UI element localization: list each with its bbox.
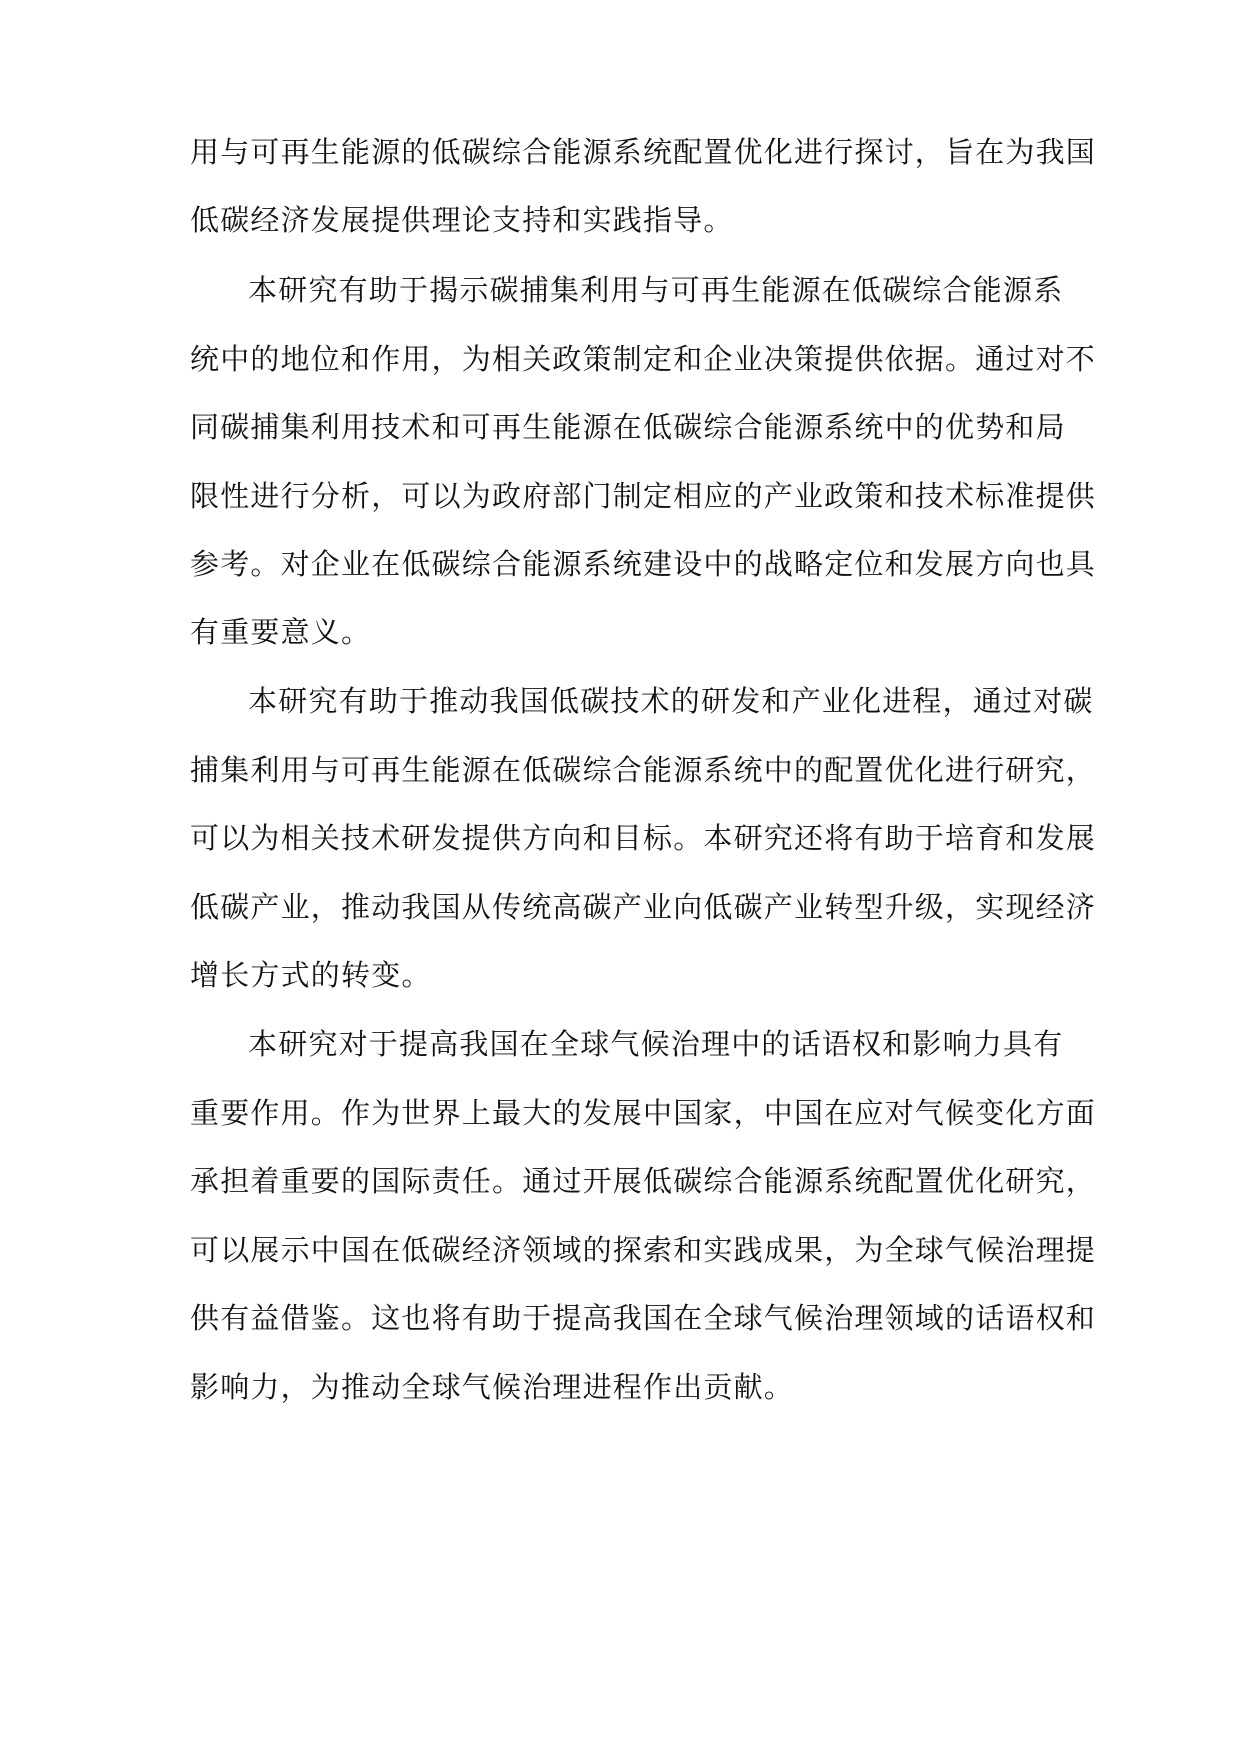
paragraph-4-line-2: 重要作用。作为世界上最大的发展中国家，中国在应对气候变化方面: [190, 1096, 1097, 1130]
paragraph-2-line-6: 有重要意义。: [190, 615, 372, 649]
paragraph-3-line-1: 本研究有助于推动我国低碳技术的研发和产业化进程，通过对碳: [248, 684, 1094, 718]
paragraph-1-line-2: 低碳经济发展提供理论支持和实践指导。: [190, 203, 734, 237]
paragraph-2-line-4: 限性进行分析，可以为政府部门制定相应的产业政策和技术标准提供: [190, 479, 1097, 513]
paragraph-2-line-5: 参考。对企业在低碳综合能源系统建设中的战略定位和发展方向也具: [190, 547, 1097, 581]
paragraph-2-line-3: 同碳捕集利用技术和可再生能源在低碳综合能源系统中的优势和局: [190, 410, 1066, 444]
paragraph-3-line-3: 可以为相关技术研发提供方向和目标。本研究还将有助于培育和发展: [190, 821, 1097, 855]
paragraph-4-line-6: 影响力，为推动全球气候治理进程作出贡献。: [190, 1370, 795, 1404]
paragraph-3-line-5: 增长方式的转变。: [190, 958, 432, 992]
paragraph-2-line-1: 本研究有助于揭示碳捕集利用与可再生能源在低碳综合能源系: [248, 273, 1064, 307]
paragraph-4-line-3: 承担着重要的国际责任。通过开展低碳综合能源系统配置优化研究，: [190, 1164, 1097, 1198]
paragraph-3-line-4: 低碳产业，推动我国从传统高碳产业向低碳产业转型升级，实现经济: [190, 890, 1097, 924]
paragraph-3-line-2: 捕集利用与可再生能源在低碳综合能源系统中的配置优化进行研究，: [190, 753, 1097, 787]
paragraph-1-line-1: 用与可再生能源的低碳综合能源系统配置优化进行探讨，旨在为我国: [190, 135, 1097, 169]
paragraph-2-line-2: 统中的地位和作用，为相关政策制定和企业决策提供依据。通过对不: [190, 342, 1097, 376]
paragraph-4-line-4: 可以展示中国在低碳经济领域的探索和实践成果，为全球气候治理提: [190, 1233, 1097, 1267]
paragraph-4-line-1: 本研究对于提高我国在全球气候治理中的话语权和影响力具有: [248, 1027, 1064, 1061]
paragraph-4-line-5: 供有益借鉴。这也将有助于提高我国在全球气候治理领域的话语权和: [190, 1301, 1097, 1335]
